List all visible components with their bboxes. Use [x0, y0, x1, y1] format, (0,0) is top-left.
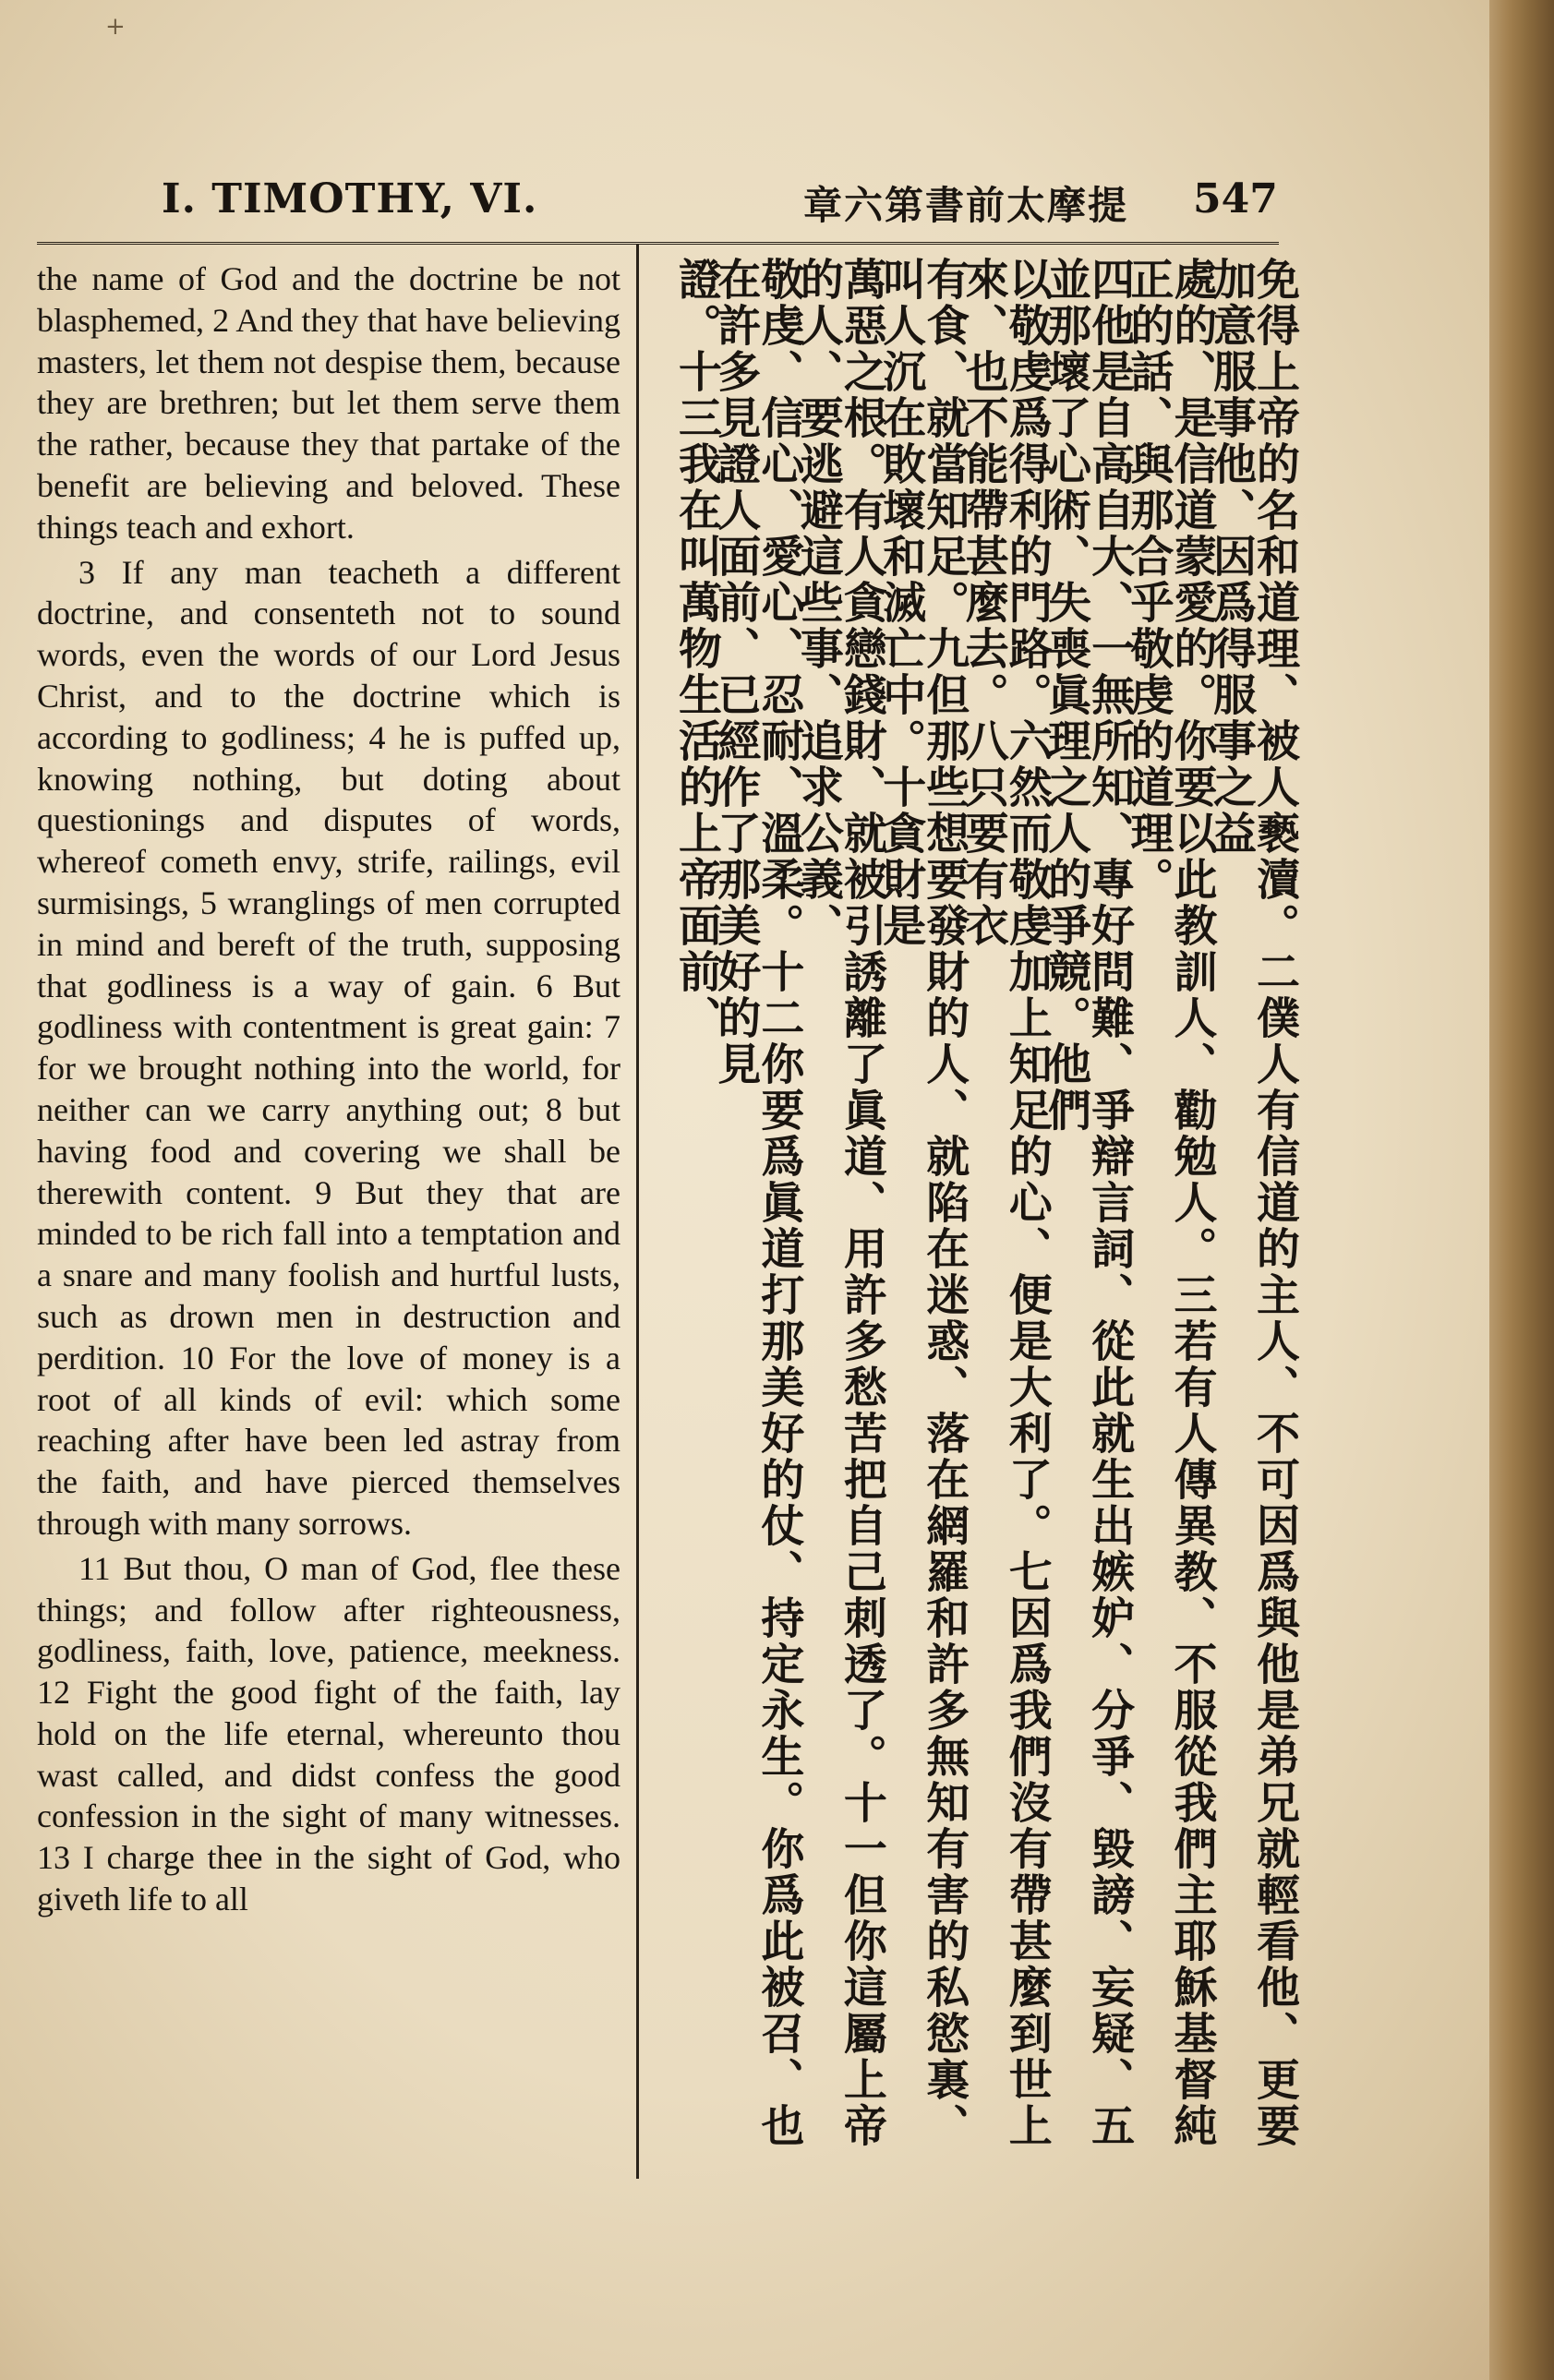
running-head-chinese: 章六第書前太摩提	[803, 183, 1129, 228]
english-paragraph: 11 But thou, O man of God, flee these things; and follow after righteousness, godliness, faith, love, patience, meekness. 12 Fight the good fight of the faith, lay hold on the life eternal, whereunto thou wast called, and didst confess the good confession in the sight of many witnesses. 13 I charge thee in the sight of God, who giveth life to all	[37, 1549, 620, 1918]
chinese-line: 四他是自高自大、一無所知、專好問難、爭辯言詞、從此就生出嫉妒、分爭、毀謗、妄疑、五並那壞了心術、失喪眞理之人的爭競。他們	[1041, 257, 1136, 2149]
chinese-line: 處的、是信道蒙愛的。你要以此教訓人、勸勉人。三若有人傳異教、不服從我們主耶穌基督純正的話、與那合乎敬虔的道理。	[1123, 257, 1218, 2149]
running-head-english: I. TIMOTHY, VI.	[162, 175, 538, 222]
chinese-line: 免得上帝的名和道理、被人褻瀆。二僕人有信道的主人、不可因爲與他是弟兄就輕看他、更要加意服事他、因爲得服事之益	[1205, 257, 1300, 2149]
english-paragraph: 3 If any man teacheth a different doctrine, and consenteth not to sound words, even the words of our Lord Jesus Christ, and to the doctrine which is according to godliness; 4 he is puffed up, knowing nothing, but doting about questionings and disputes of words, whereof cometh envy, strife, railings, evil surmisings, 5 wranglings of men corrupted in mind and bereft of the truth, supposing that godliness is a way of gain. 6 But godliness with contentment is great gain: 7 for we brought nothing into the world, for neither can we carry anything out; 8 but having food and covering we shall be therewith content. 9 But they that are minded to be rich fall into a temptation and a snare and many foolish and hurtful lusts, such as drown men in destruction and perdition. 10 For the love of money is a root of all kinds of evil: which some reaching after have been led astray from the faith, and have pierced themselves through with many sorrows.	[37, 553, 620, 1542]
header-rule	[37, 242, 1279, 245]
column-divider	[636, 245, 639, 2179]
chinese-column	[663, 257, 1300, 2177]
book-edge	[1489, 0, 1554, 2380]
page-number: 547	[1193, 175, 1278, 222]
chinese-line: 萬惡之根。有人貪戀錢財、就被引誘離了眞道、用許多愁苦把自己刺透了。十一但你這屬上帝的人、要逃避這些事、追求公義、	[792, 257, 887, 2149]
english-paragraph: the name of God and the doctrine be not blasphemed, 2 And they that have believing masters, let them not despise them, because they are brethren; but let them serve them the rather, because they that partake of the benefit are believing and beloved. These things teach and exhort.	[37, 260, 620, 546]
english-column	[37, 258, 620, 1920]
chinese-line: 有食、就當知足。九但那些想要發財的人、就陷在迷惑、落在網羅和許多無知有害的私慾裏、叫人沉在敗壞和滅亡中。十貪財是	[875, 257, 970, 2149]
chinese-line: 以敬虔爲得利的門路。六然而敬虔加上知足的心、便是大利了。七因爲我們沒有帶甚麼到世上來、也不能帶甚麼去。八只要有衣	[958, 257, 1053, 2149]
folio-mark: +	[105, 13, 126, 41]
chinese-line: 證。十三我在叫萬物生活的上帝面前、	[671, 257, 722, 1041]
chinese-line: 敬虔、信心、愛心、忍耐、溫柔。十二你要爲眞道打那美好的仗、持定永生。你爲此被召、也在許多見證人面前、已經作了那美好的見	[710, 257, 805, 2149]
